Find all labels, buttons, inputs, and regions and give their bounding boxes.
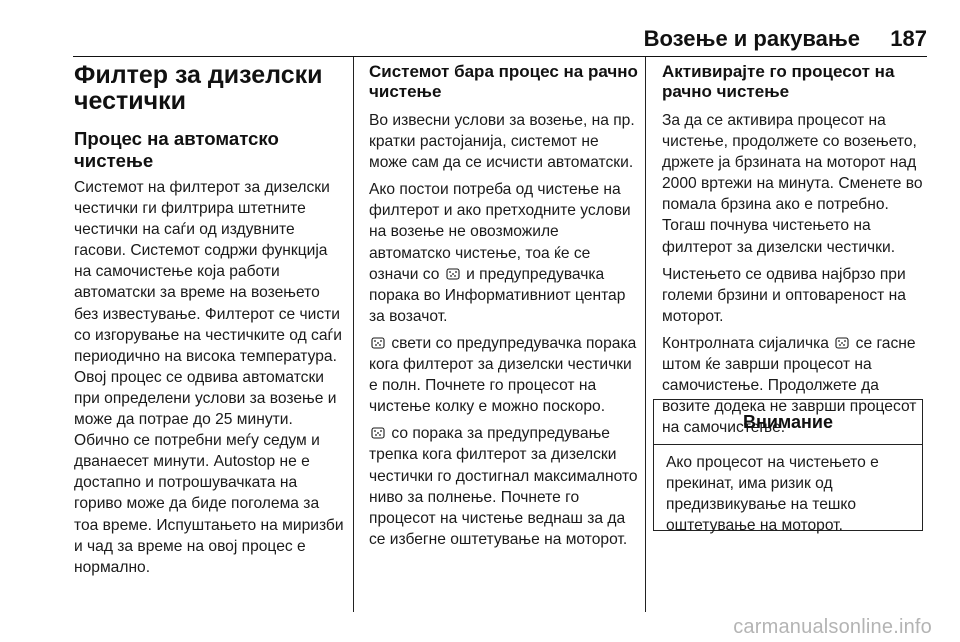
header-title: Возење и ракување bbox=[643, 26, 860, 51]
diesel-particulate-filter-icon bbox=[371, 427, 385, 439]
paragraph-indicator-flashing bbox=[369, 423, 641, 550]
paragraph-dpf-description: Системот на филтерот за дизелски честички ги филтрира штетните честички на саѓи од издувните гасови. Системот содржи функција на самочистење која работи автоматски за време на возењето без известување. Филтерот се чисти со изгорување на честичките од саѓи периодично на висока температура. Овој процес се одвива автоматски при определени услови за возење и може да потрае до 25 минути. Обично се потребни меѓу седум и дванаесет минути. Autostop не е достапно и потрошувачката на гориво може да биде поголема за тоа време. Испуштањето на миризби и чад за време на овој процес е нормално. bbox=[74, 179, 344, 576]
header-rule bbox=[73, 56, 927, 57]
column-middle bbox=[369, 62, 641, 556]
paragraph-text: и предупредувачка порака во Информативниот центар за возачот. bbox=[369, 265, 626, 325]
paragraph-text: со порака за предупредување трепка кога филтерот за дизелски честички го достигнал максималното ниво за полнење. Почнете го процесот на чистење веднаш за да се избегне оштетување на моторот. bbox=[369, 425, 638, 548]
section-heading-dpf: Филтер за дизелски честички bbox=[74, 61, 323, 115]
caution-notice-box bbox=[653, 399, 923, 535]
diesel-particulate-filter-icon bbox=[446, 268, 460, 280]
paragraph-fastest-cleaning: Чистењето се одвива најбрзо при големи брзини и оптовареност на моторот. bbox=[662, 265, 906, 325]
page-number: 187 bbox=[890, 26, 927, 51]
caution-notice-title: Внимание bbox=[654, 400, 922, 445]
paragraph-indicator-lit bbox=[369, 333, 641, 417]
paragraph-activation: За да се активира процесот на чистење, продолжете со возењето, држете ја брзината на моторот над 2000 вртежи на минута. Сменете во помала брзина ако е потребно. Тогаш почнува чистењето на филтерот за дизелски честички. bbox=[662, 112, 923, 256]
diesel-particulate-filter-icon bbox=[371, 337, 385, 349]
paragraph-text: Ако постои потреба од чистење на филтерот и ако претходните услови на возење не овозможиле автоматско чистење, тоа ќе се означи со bbox=[369, 181, 631, 283]
caution-notice-text: Ако процесот на чистењето е прекинат, има ризик од предизвикување на тешко оштетување на моторот. bbox=[666, 454, 879, 535]
footer-watermark: carmanualsonline.info bbox=[733, 616, 932, 638]
column-divider-right bbox=[645, 57, 646, 612]
column-left bbox=[74, 62, 346, 584]
paragraph-text: Контролната сијаличка bbox=[662, 334, 829, 352]
heading-activate-manual-cleaning: Активирајте го процесот на рачно чистење bbox=[662, 62, 895, 101]
column-divider-left bbox=[353, 57, 354, 612]
paragraph-indicator-info bbox=[369, 179, 641, 327]
paragraph-short-distances: Во извесни услови за возење, на пр. кратки растојанија, системот не може сам да се исчисти автоматски. bbox=[369, 112, 635, 172]
heading-manual-cleaning-required: Системот бара процес на рачно чистење bbox=[369, 62, 638, 101]
diesel-particulate-filter-icon bbox=[835, 337, 849, 349]
paragraph-text: се гасне штом ќе заврши процесот на самочистење. Продолжете да возите додека не заврши процесот на самочистење. bbox=[662, 334, 917, 437]
paragraph-text: свети со предупредувачка порака кога филтерот за дизелски честички е полн. Почнете го процесот на чистење колку е можно поскоро. bbox=[369, 334, 637, 416]
subheading-automatic-cleaning: Процес на автоматско чистење bbox=[74, 128, 279, 171]
column-right bbox=[662, 62, 930, 444]
